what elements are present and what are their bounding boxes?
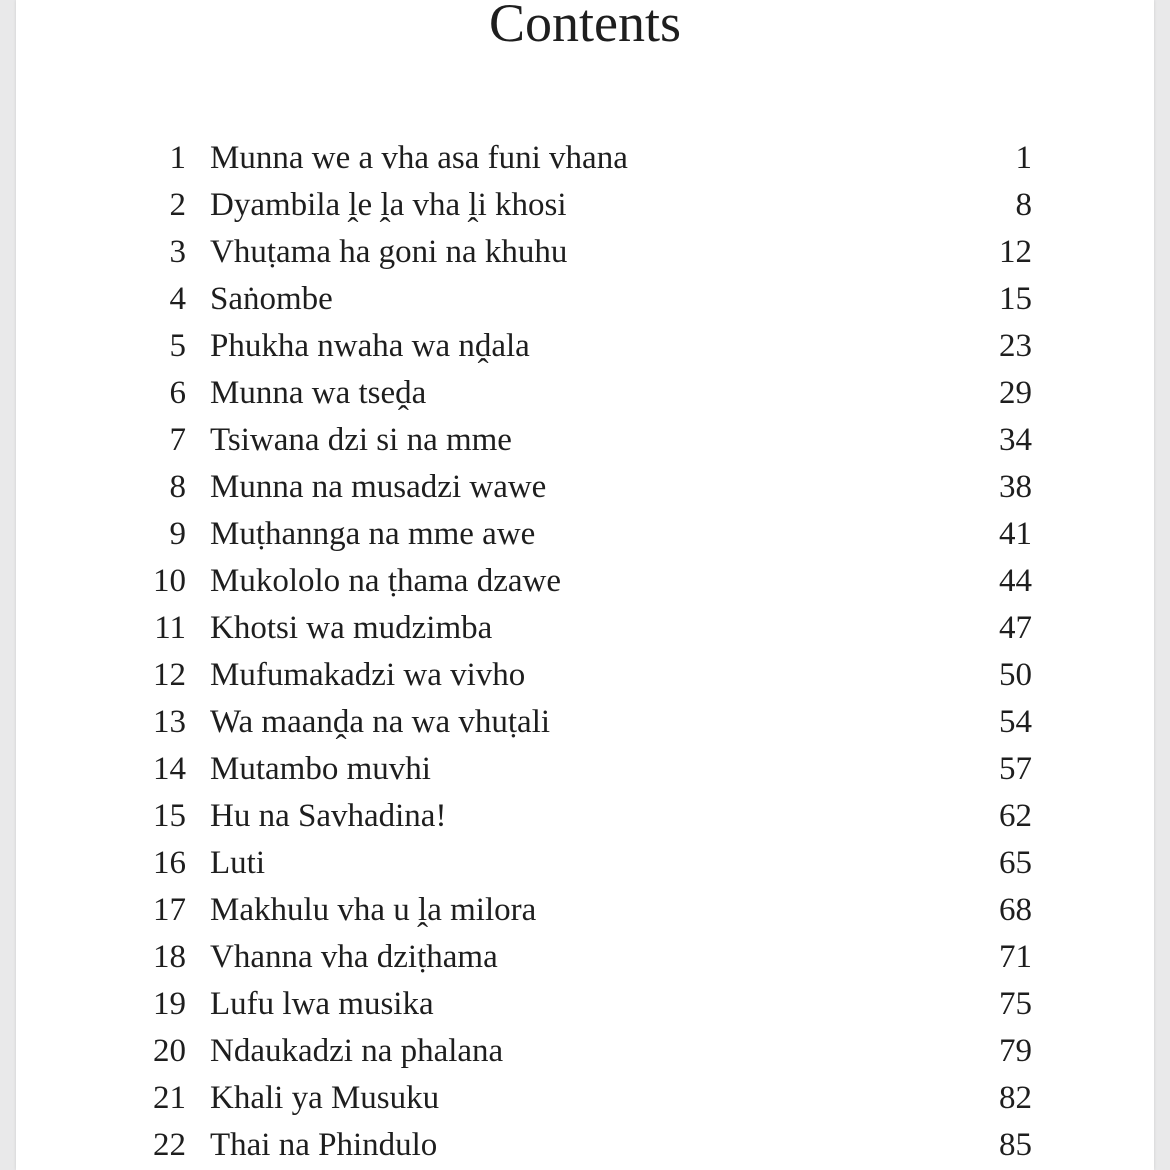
toc-entry[interactable] — [16, 887, 1154, 934]
chapter-number: 17 — [153, 892, 186, 928]
chapter-title: Wa maanḓa na wa vhuṭali — [210, 704, 551, 740]
chapter-title: Ndaukadzi na phalana — [210, 1033, 504, 1069]
chapter-title: Munna wa tseḓa — [210, 375, 427, 411]
page-number: 41 — [999, 516, 1032, 552]
chapter-title: Munna we a vha asa funi vhana — [210, 140, 628, 176]
chapter-number: 6 — [169, 375, 186, 411]
toc-entry[interactable] — [16, 276, 1154, 323]
chapter-title: Vhuṭama ha goni na khuhu — [210, 234, 568, 270]
toc-entry[interactable] — [16, 1122, 1154, 1169]
toc-entry[interactable] — [16, 981, 1154, 1028]
toc-entry[interactable] — [16, 417, 1154, 464]
page-number: 38 — [999, 469, 1032, 505]
toc-entry[interactable] — [16, 1028, 1154, 1075]
toc-entry[interactable] — [16, 229, 1154, 276]
toc-entry[interactable] — [16, 511, 1154, 558]
chapter-title: Vhanna vha dziṭhama — [210, 939, 498, 975]
page-number: 68 — [999, 892, 1032, 928]
toc-entry[interactable] — [16, 746, 1154, 793]
page-number: 54 — [999, 704, 1032, 740]
chapter-title: Lufu lwa musika — [210, 986, 434, 1022]
chapter-number: 3 — [169, 234, 186, 270]
page-number: 8 — [1015, 187, 1032, 223]
chapter-number: 18 — [153, 939, 186, 975]
page-number: 23 — [999, 328, 1032, 364]
chapter-title: Mutambo muvhi — [210, 751, 431, 787]
toc-entry[interactable] — [16, 1075, 1154, 1122]
toc-entry[interactable] — [16, 652, 1154, 699]
toc-entry[interactable] — [16, 370, 1154, 417]
chapter-title: Muṭhannga na mme awe — [210, 516, 536, 552]
page-number: 44 — [999, 563, 1032, 599]
chapter-title: Phukha nwaha wa nḓala — [210, 328, 530, 364]
toc-entry[interactable] — [16, 135, 1154, 182]
document-page — [16, 0, 1154, 1170]
chapter-title: Hu na Savhadina! — [210, 798, 447, 834]
chapter-number: 9 — [169, 516, 186, 552]
chapter-title: Saṅombe — [210, 281, 333, 317]
chapter-title: Khotsi wa mudzimba — [210, 610, 493, 646]
page-number: 65 — [999, 845, 1032, 881]
chapter-number: 21 — [153, 1080, 186, 1116]
chapter-number: 22 — [153, 1127, 186, 1163]
chapter-number: 8 — [169, 469, 186, 505]
chapter-title: Luti — [210, 845, 265, 881]
chapter-title: Dyambila ḽe ḽa vha ḽi khosi — [210, 187, 567, 223]
page-number: 34 — [999, 422, 1032, 458]
toc-entry[interactable] — [16, 699, 1154, 746]
page-number: 29 — [999, 375, 1032, 411]
chapter-number: 5 — [169, 328, 186, 364]
chapter-number: 14 — [153, 751, 186, 787]
chapter-number: 11 — [154, 610, 186, 646]
toc-entry[interactable] — [16, 558, 1154, 605]
chapter-number: 7 — [169, 422, 186, 458]
chapter-number: 4 — [169, 281, 186, 317]
chapter-number: 13 — [153, 704, 186, 740]
chapter-number: 12 — [153, 657, 186, 693]
page-number: 75 — [999, 986, 1032, 1022]
toc-entry[interactable] — [16, 793, 1154, 840]
toc-entry[interactable] — [16, 464, 1154, 511]
page-number: 62 — [999, 798, 1032, 834]
page-number: 71 — [999, 939, 1032, 975]
chapter-title: Makhulu vha u ḽa milora — [210, 892, 537, 928]
toc-entry[interactable] — [16, 323, 1154, 370]
chapter-number: 2 — [169, 187, 186, 223]
chapter-number: 1 — [169, 140, 186, 176]
chapter-title: Mukololo na ṭhama dzawe — [210, 563, 561, 599]
page-number: 50 — [999, 657, 1032, 693]
page-title: Contents — [488, 0, 681, 53]
chapter-number: 16 — [153, 845, 186, 881]
toc-entry[interactable] — [16, 182, 1154, 229]
chapter-number: 19 — [153, 986, 186, 1022]
page-number: 1 — [1015, 140, 1032, 176]
chapter-title: Thai na Phindulo — [210, 1127, 438, 1163]
table-of-contents — [16, 135, 1154, 1169]
chapter-title: Khali ya Musuku — [210, 1080, 440, 1116]
page-number: 79 — [999, 1033, 1032, 1069]
page-number: 82 — [999, 1080, 1032, 1116]
chapter-number: 20 — [153, 1033, 186, 1069]
chapter-title: Tsiwana dzi si na mme — [210, 422, 512, 458]
page-number: 85 — [999, 1127, 1032, 1163]
page-number: 57 — [999, 751, 1032, 787]
chapter-number: 15 — [153, 798, 186, 834]
toc-entry[interactable] — [16, 605, 1154, 652]
chapter-title: Munna na musadzi wawe — [210, 469, 547, 505]
page-number: 47 — [999, 610, 1032, 646]
page-number: 12 — [999, 234, 1032, 270]
page-number: 15 — [999, 281, 1032, 317]
toc-entry[interactable] — [16, 934, 1154, 981]
toc-entry[interactable] — [16, 840, 1154, 887]
chapter-number: 10 — [153, 563, 186, 599]
chapter-title: Mufumakadzi wa vivho — [210, 657, 526, 693]
